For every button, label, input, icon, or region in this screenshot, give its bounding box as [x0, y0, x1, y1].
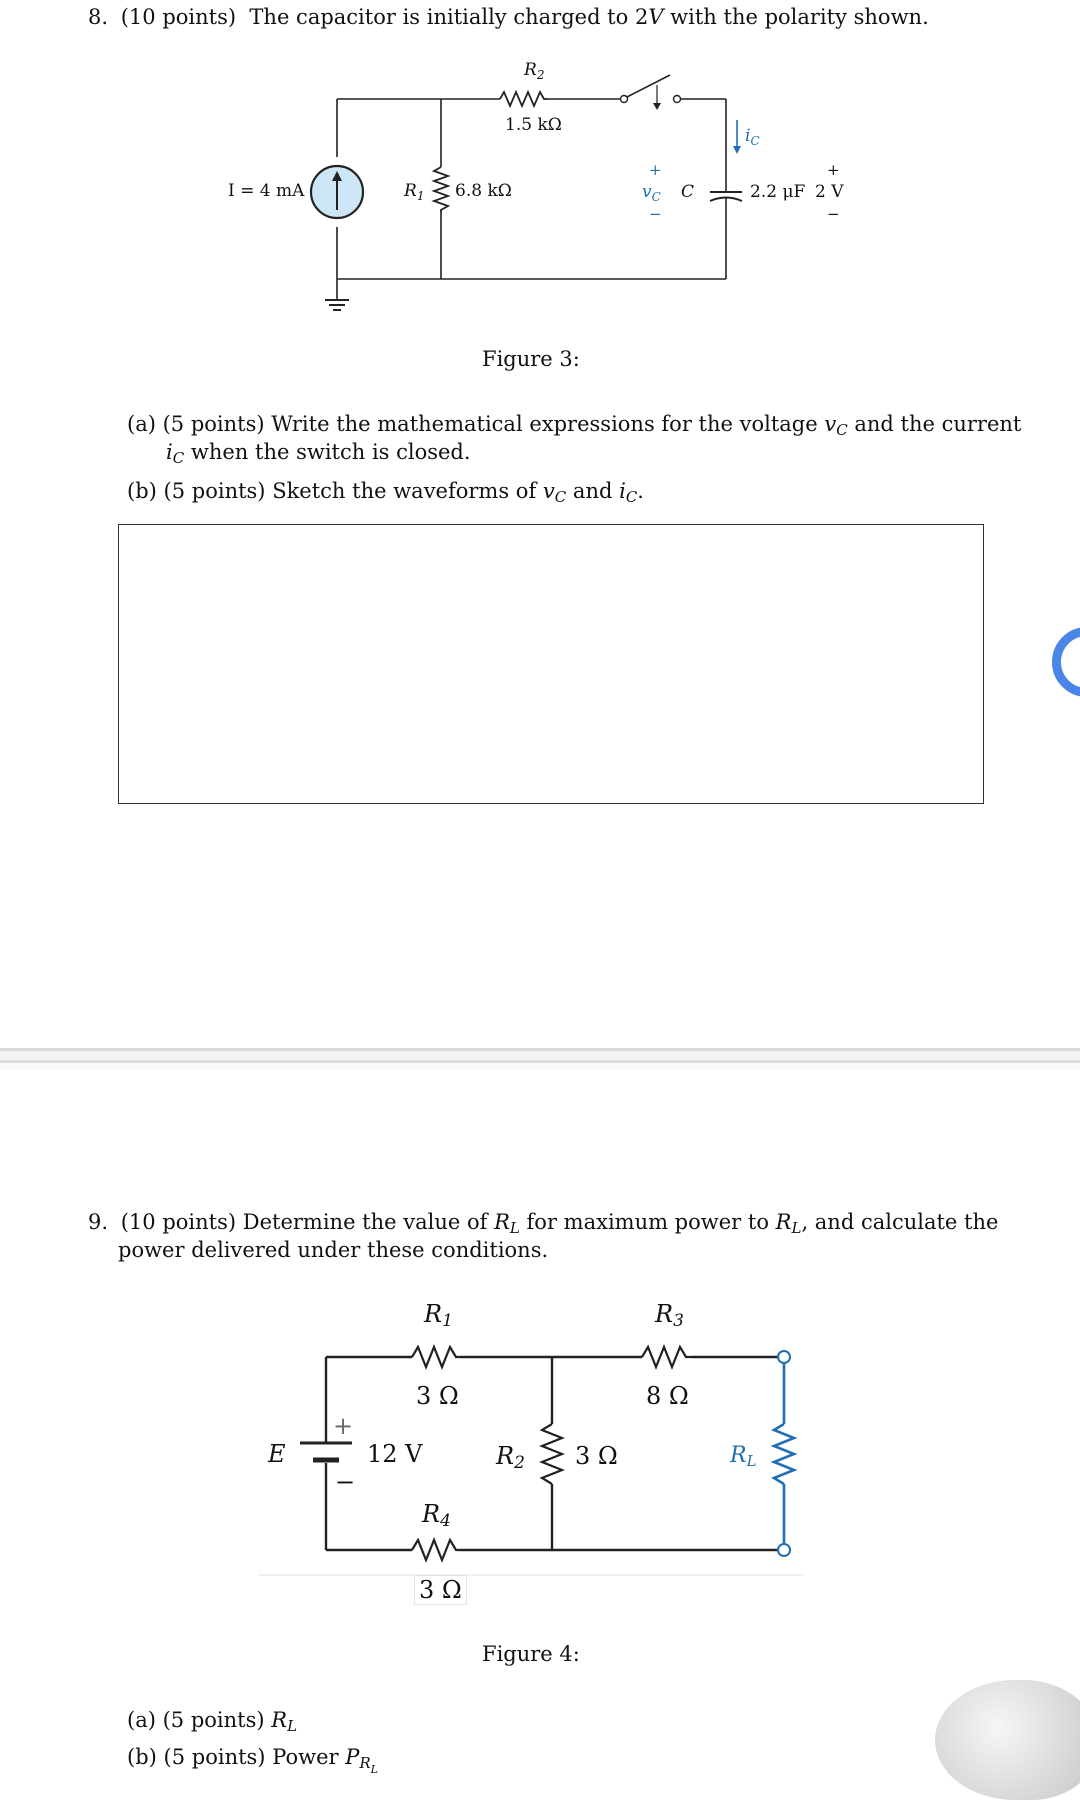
- page-question-9: [0, 1070, 1080, 1779]
- answer-box[interactable]: [118, 524, 984, 804]
- ground-icon: [325, 300, 349, 310]
- label-vc-plus: +: [649, 161, 662, 179]
- label-battery-plus: +: [333, 1412, 354, 1440]
- q8-part-a: (a) (5 points) Write the mathematical expressions for the voltage $v_C$ and the current: [127, 412, 1022, 439]
- figure-3-caption: Figure 3:: [482, 347, 580, 371]
- ic-arrow-icon: [733, 120, 741, 154]
- terminal-top-icon: [778, 1351, 790, 1363]
- decorative-blob: [935, 1680, 1080, 1800]
- r1-resistor-icon: [434, 167, 448, 212]
- battery-icon: [300, 1443, 352, 1460]
- q9-prompt-cont: power delivered under these conditions.: [118, 1238, 549, 1262]
- label-r1-value: 6.8 kΩ: [455, 181, 512, 201]
- q8-part-a-cont: $i_C$ when the switch is closed.: [166, 440, 471, 467]
- label-e-value: 12 V: [367, 1440, 423, 1468]
- r4-resistor-icon: [412, 1540, 460, 1560]
- label-r3-value: 8 Ω: [646, 1382, 689, 1410]
- q9-part-a: (a) (5 points) $R_L$: [127, 1708, 298, 1735]
- label-cap-minus: −: [827, 205, 840, 223]
- label-rl: $R_L$: [730, 1443, 757, 1470]
- label-cap-plus: +: [827, 161, 840, 179]
- label-battery-minus: −: [335, 1468, 356, 1496]
- label-e: E: [268, 1440, 286, 1468]
- rl-resistor-icon: [774, 1361, 794, 1546]
- q9-prompt: 9. (10 points) Determine the value of $R_L$ for maximum power to $R_L$, and calculate the: [88, 1210, 999, 1237]
- label-r2-value: 1.5 kΩ: [505, 115, 562, 135]
- label-r4: $R_4$: [422, 1500, 451, 1531]
- terminal-bottom-icon: [778, 1544, 790, 1556]
- label-current-source: I = 4 mA: [228, 181, 305, 201]
- label-r3: $R_3$: [655, 1300, 684, 1331]
- label-r1: $R_1$: [404, 181, 425, 203]
- r2-resistor-icon: [542, 1424, 562, 1484]
- label-r1: $R_1$: [424, 1300, 453, 1331]
- figure-4-caption: Figure 4:: [482, 1642, 580, 1666]
- r1-resistor-icon: [412, 1347, 460, 1367]
- label-r1-value: 3 Ω: [416, 1382, 459, 1410]
- switch-icon: [621, 75, 681, 110]
- label-cap-voltage: 2 V: [815, 182, 844, 202]
- q8-prompt: 8. (10 points) The capacitor is initially charged to 2V with the polarity shown.: [88, 5, 929, 29]
- label-r2: $R_2$: [496, 1442, 525, 1473]
- r2-resistor-icon: [500, 92, 548, 106]
- current-source-icon: [311, 166, 363, 218]
- label-r2: $R_2$: [524, 60, 545, 82]
- label-c: C: [681, 182, 695, 202]
- label-c-value: 2.2 μF: [750, 182, 806, 202]
- label-r2-value: 3 Ω: [575, 1442, 618, 1470]
- q9-part-b: (b) (5 points) Power $P_{RL}$: [127, 1745, 378, 1776]
- label-vc: $v_C$: [642, 182, 661, 204]
- label-ic: $i_C$: [745, 126, 760, 148]
- label-vc-minus: −: [649, 205, 662, 223]
- label-r4-value: 3 Ω: [414, 1575, 467, 1605]
- r3-resistor-icon: [642, 1347, 692, 1367]
- q8-part-b: (b) (5 points) Sketch the waveforms of $v_C$ and $i_C$.: [127, 479, 644, 506]
- page-separator: [0, 1048, 1080, 1070]
